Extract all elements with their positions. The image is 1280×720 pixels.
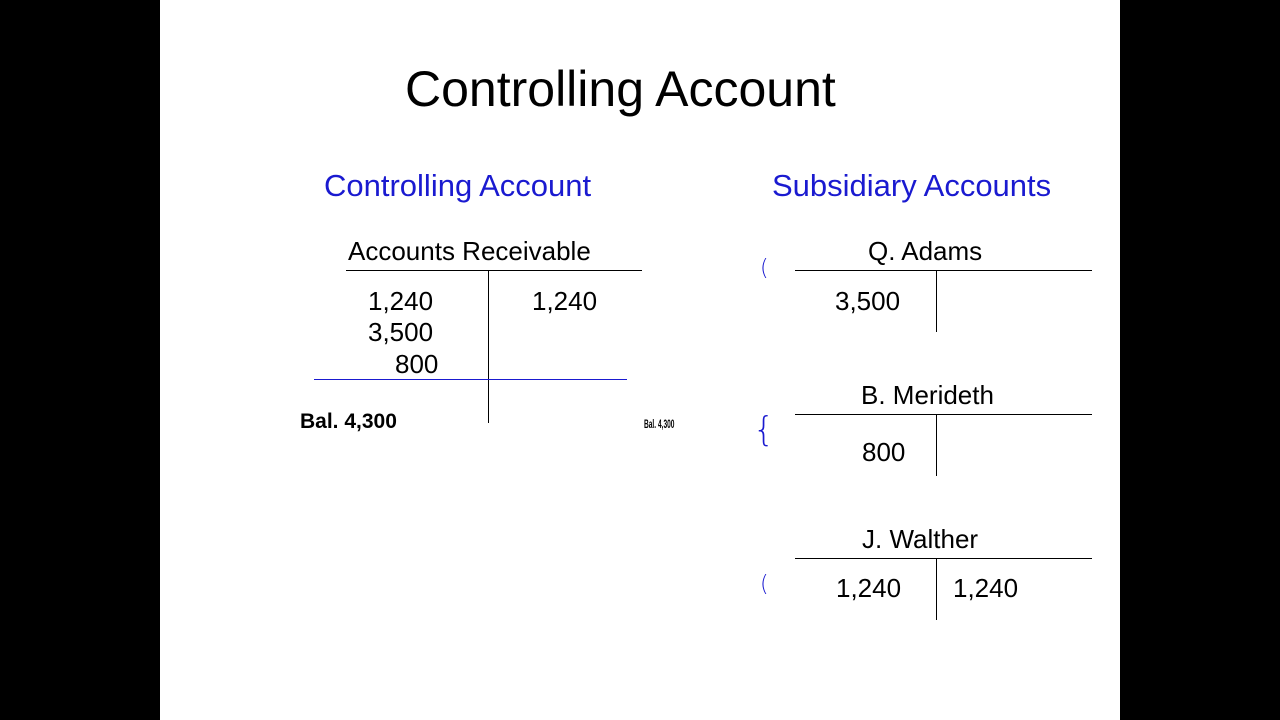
- sub-account-title-b-merideth: B. Merideth: [861, 380, 994, 410]
- sub-account-debit: 1,240: [836, 573, 902, 603]
- controlling-account-heading: Controlling Account: [324, 168, 592, 203]
- t-account-total-line: [314, 379, 627, 380]
- sub-account-title-j-walther: J. Walther: [862, 524, 979, 554]
- sub-account-title-q-adams: Q. Adams: [868, 236, 983, 266]
- sub-account-divider: [936, 271, 937, 332]
- sub-account-divider: [936, 559, 937, 620]
- t-account-top-line: [346, 270, 642, 271]
- sub-account-debit: 3,500: [835, 286, 901, 316]
- brace-mark-2: {: [753, 410, 775, 450]
- brace-mark-1: (: [760, 256, 769, 281]
- ar-credit-1: 1,240: [532, 286, 598, 316]
- brace-mark-3: (: [760, 572, 769, 597]
- ar-debit-1: 1,240: [368, 286, 434, 316]
- sub-account-credit: 1,240: [953, 573, 1019, 603]
- subsidiary-accounts-heading: Subsidiary Accounts: [772, 168, 1052, 203]
- t-account-divider: [488, 271, 489, 423]
- ar-balance-small: Bal. 4,300: [644, 417, 675, 431]
- ar-balance: Bal. 4,300: [300, 410, 397, 433]
- ar-debit-3: 800: [395, 349, 439, 379]
- sub-account-divider: [936, 415, 937, 476]
- sub-account-top-line: [795, 270, 1092, 271]
- slide: [160, 0, 1120, 720]
- sub-account-top-line: [795, 414, 1092, 415]
- ar-debit-2: 3,500: [368, 317, 434, 347]
- sub-account-top-line: [795, 558, 1092, 559]
- accounts-receivable-title: Accounts Receivable: [348, 236, 591, 266]
- slide-title: Controlling Account: [405, 61, 836, 117]
- sub-account-debit: 800: [862, 437, 906, 467]
